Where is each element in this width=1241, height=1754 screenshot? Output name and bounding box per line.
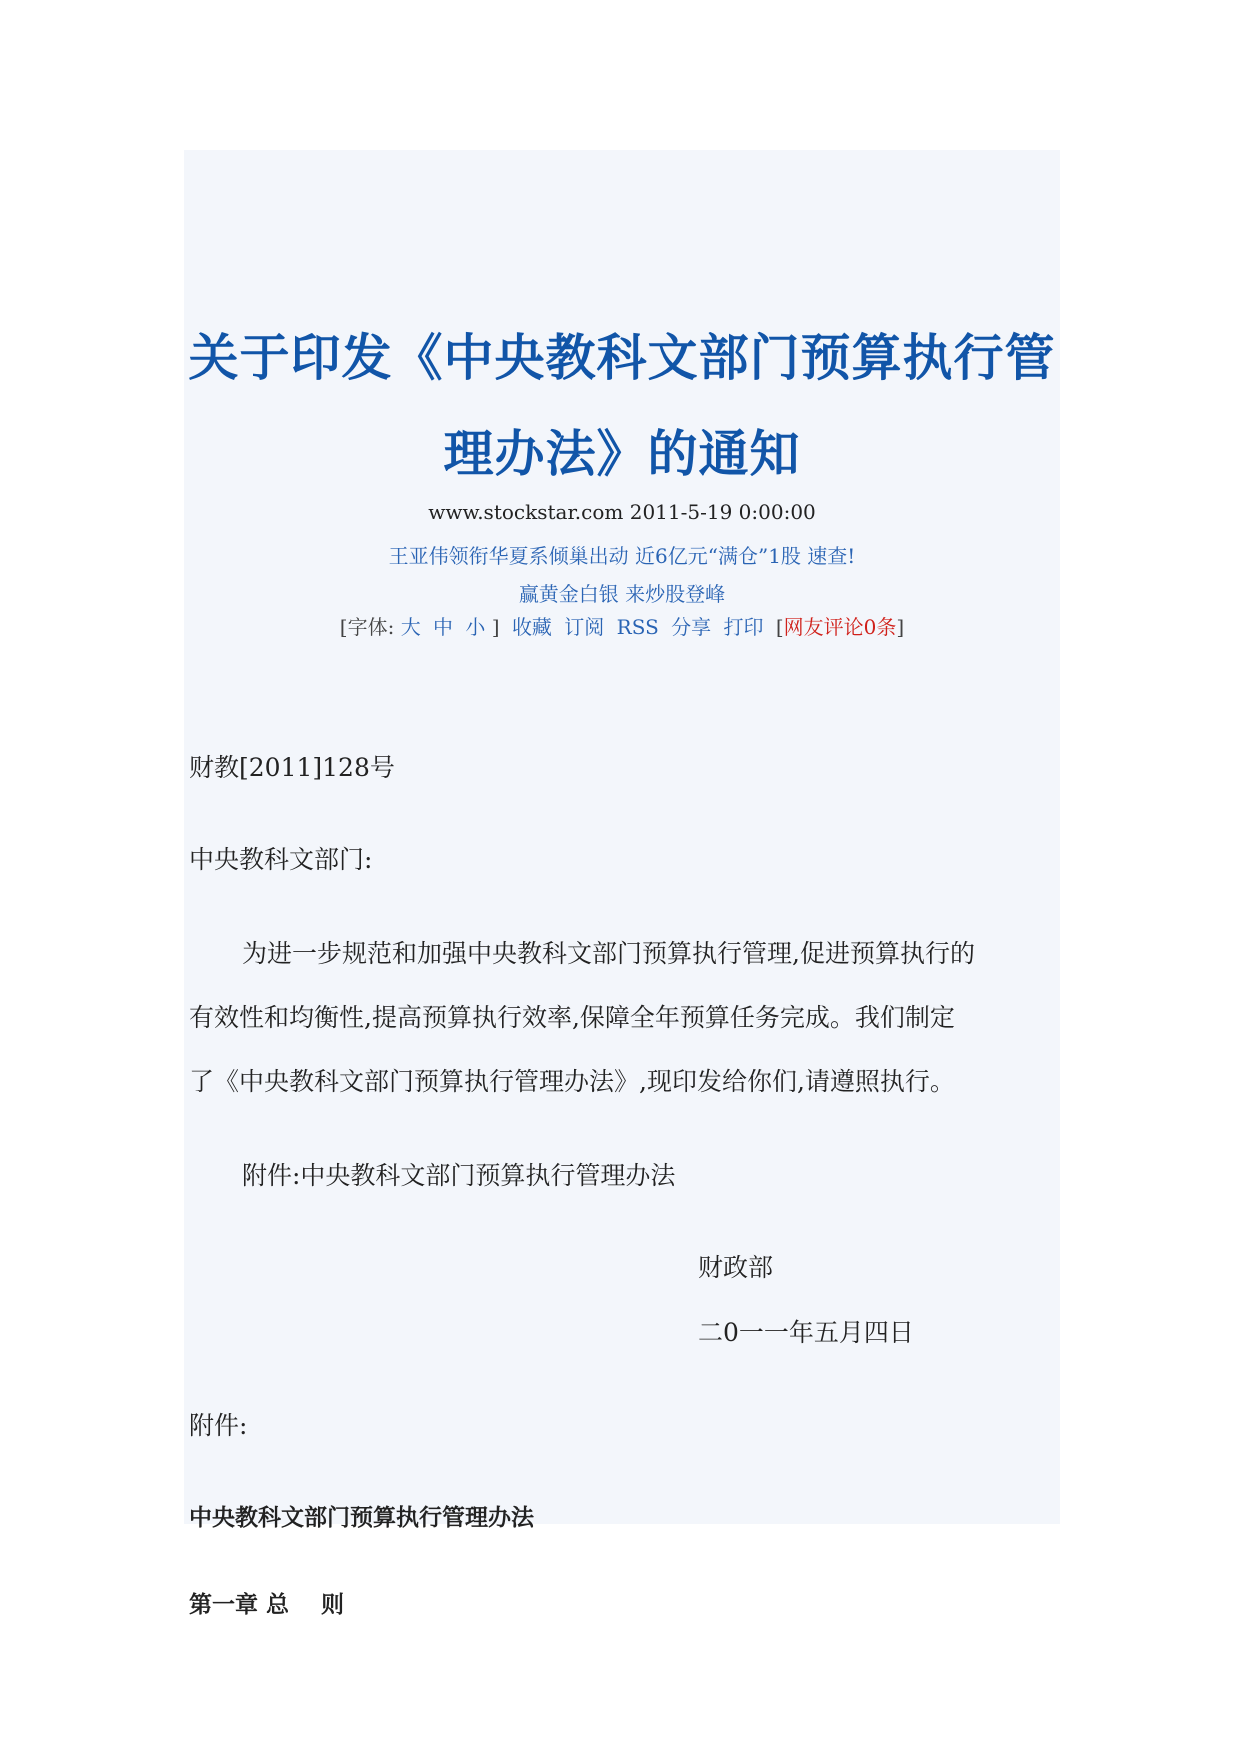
title-line-2: 理办法》的通知 [443,425,801,483]
issue-date: 二0一一年五月四日 [698,1318,914,1347]
chapter-heading: 第一章 总 则 [189,1592,345,1618]
recipient: 中央教科文部门: [189,845,373,874]
comments-link[interactable]: 网友评论0条 [783,615,897,639]
paragraph-line-3: 了《中央教科文部门预算执行管理办法》,现印发给你们,请遵照执行。 [189,1067,955,1096]
subscribe-link[interactable]: 订阅 [564,615,605,639]
rss-link[interactable]: RSS [616,615,659,639]
share-link[interactable]: 分享 [671,615,712,639]
font-size-close: ] [491,615,500,639]
source-date: www.stockstar.com 2011-5-19 0:00:00 [428,500,816,524]
print-link[interactable]: 打印 [723,615,764,639]
font-large-link[interactable]: 大 [400,615,421,639]
attachment-title: 中央教科文部门预算执行管理办法 [189,1505,534,1531]
attachment-line: 附件:中央教科文部门预算执行管理办法 [242,1161,676,1190]
font-small-link[interactable]: 小 [465,615,486,639]
attachment-label: 附件: [189,1411,248,1440]
document-number: 财教[2011]128号 [189,753,395,782]
ad-link-1[interactable]: 王亚伟领衔华夏系倾巢出动 近6亿元“满仓”1股 速查! [388,544,856,568]
signer: 财政部 [698,1253,774,1282]
paragraph-line-1: 为进一步规范和加强中央教科文部门预算执行管理,促进预算执行的 [242,939,975,968]
paragraph-line-2: 有效性和均衡性,提高预算执行效率,保障全年预算任务完成。我们制定 [189,1003,955,1032]
font-medium-link[interactable]: 中 [433,615,454,639]
comments-open: [ [775,615,784,639]
favorite-link[interactable]: 收藏 [511,615,552,639]
page-title [184,310,1060,502]
title-line-1: 关于印发《中央教科文部门预算执行管 [188,329,1056,387]
ad-link-2[interactable]: 赢黄金白银 来炒股登峰 [518,582,726,606]
comments-close: ] [896,615,905,639]
document-panel [184,150,1060,1618]
article-toolbar [184,611,1060,640]
font-size-label: [字体: [339,615,395,639]
